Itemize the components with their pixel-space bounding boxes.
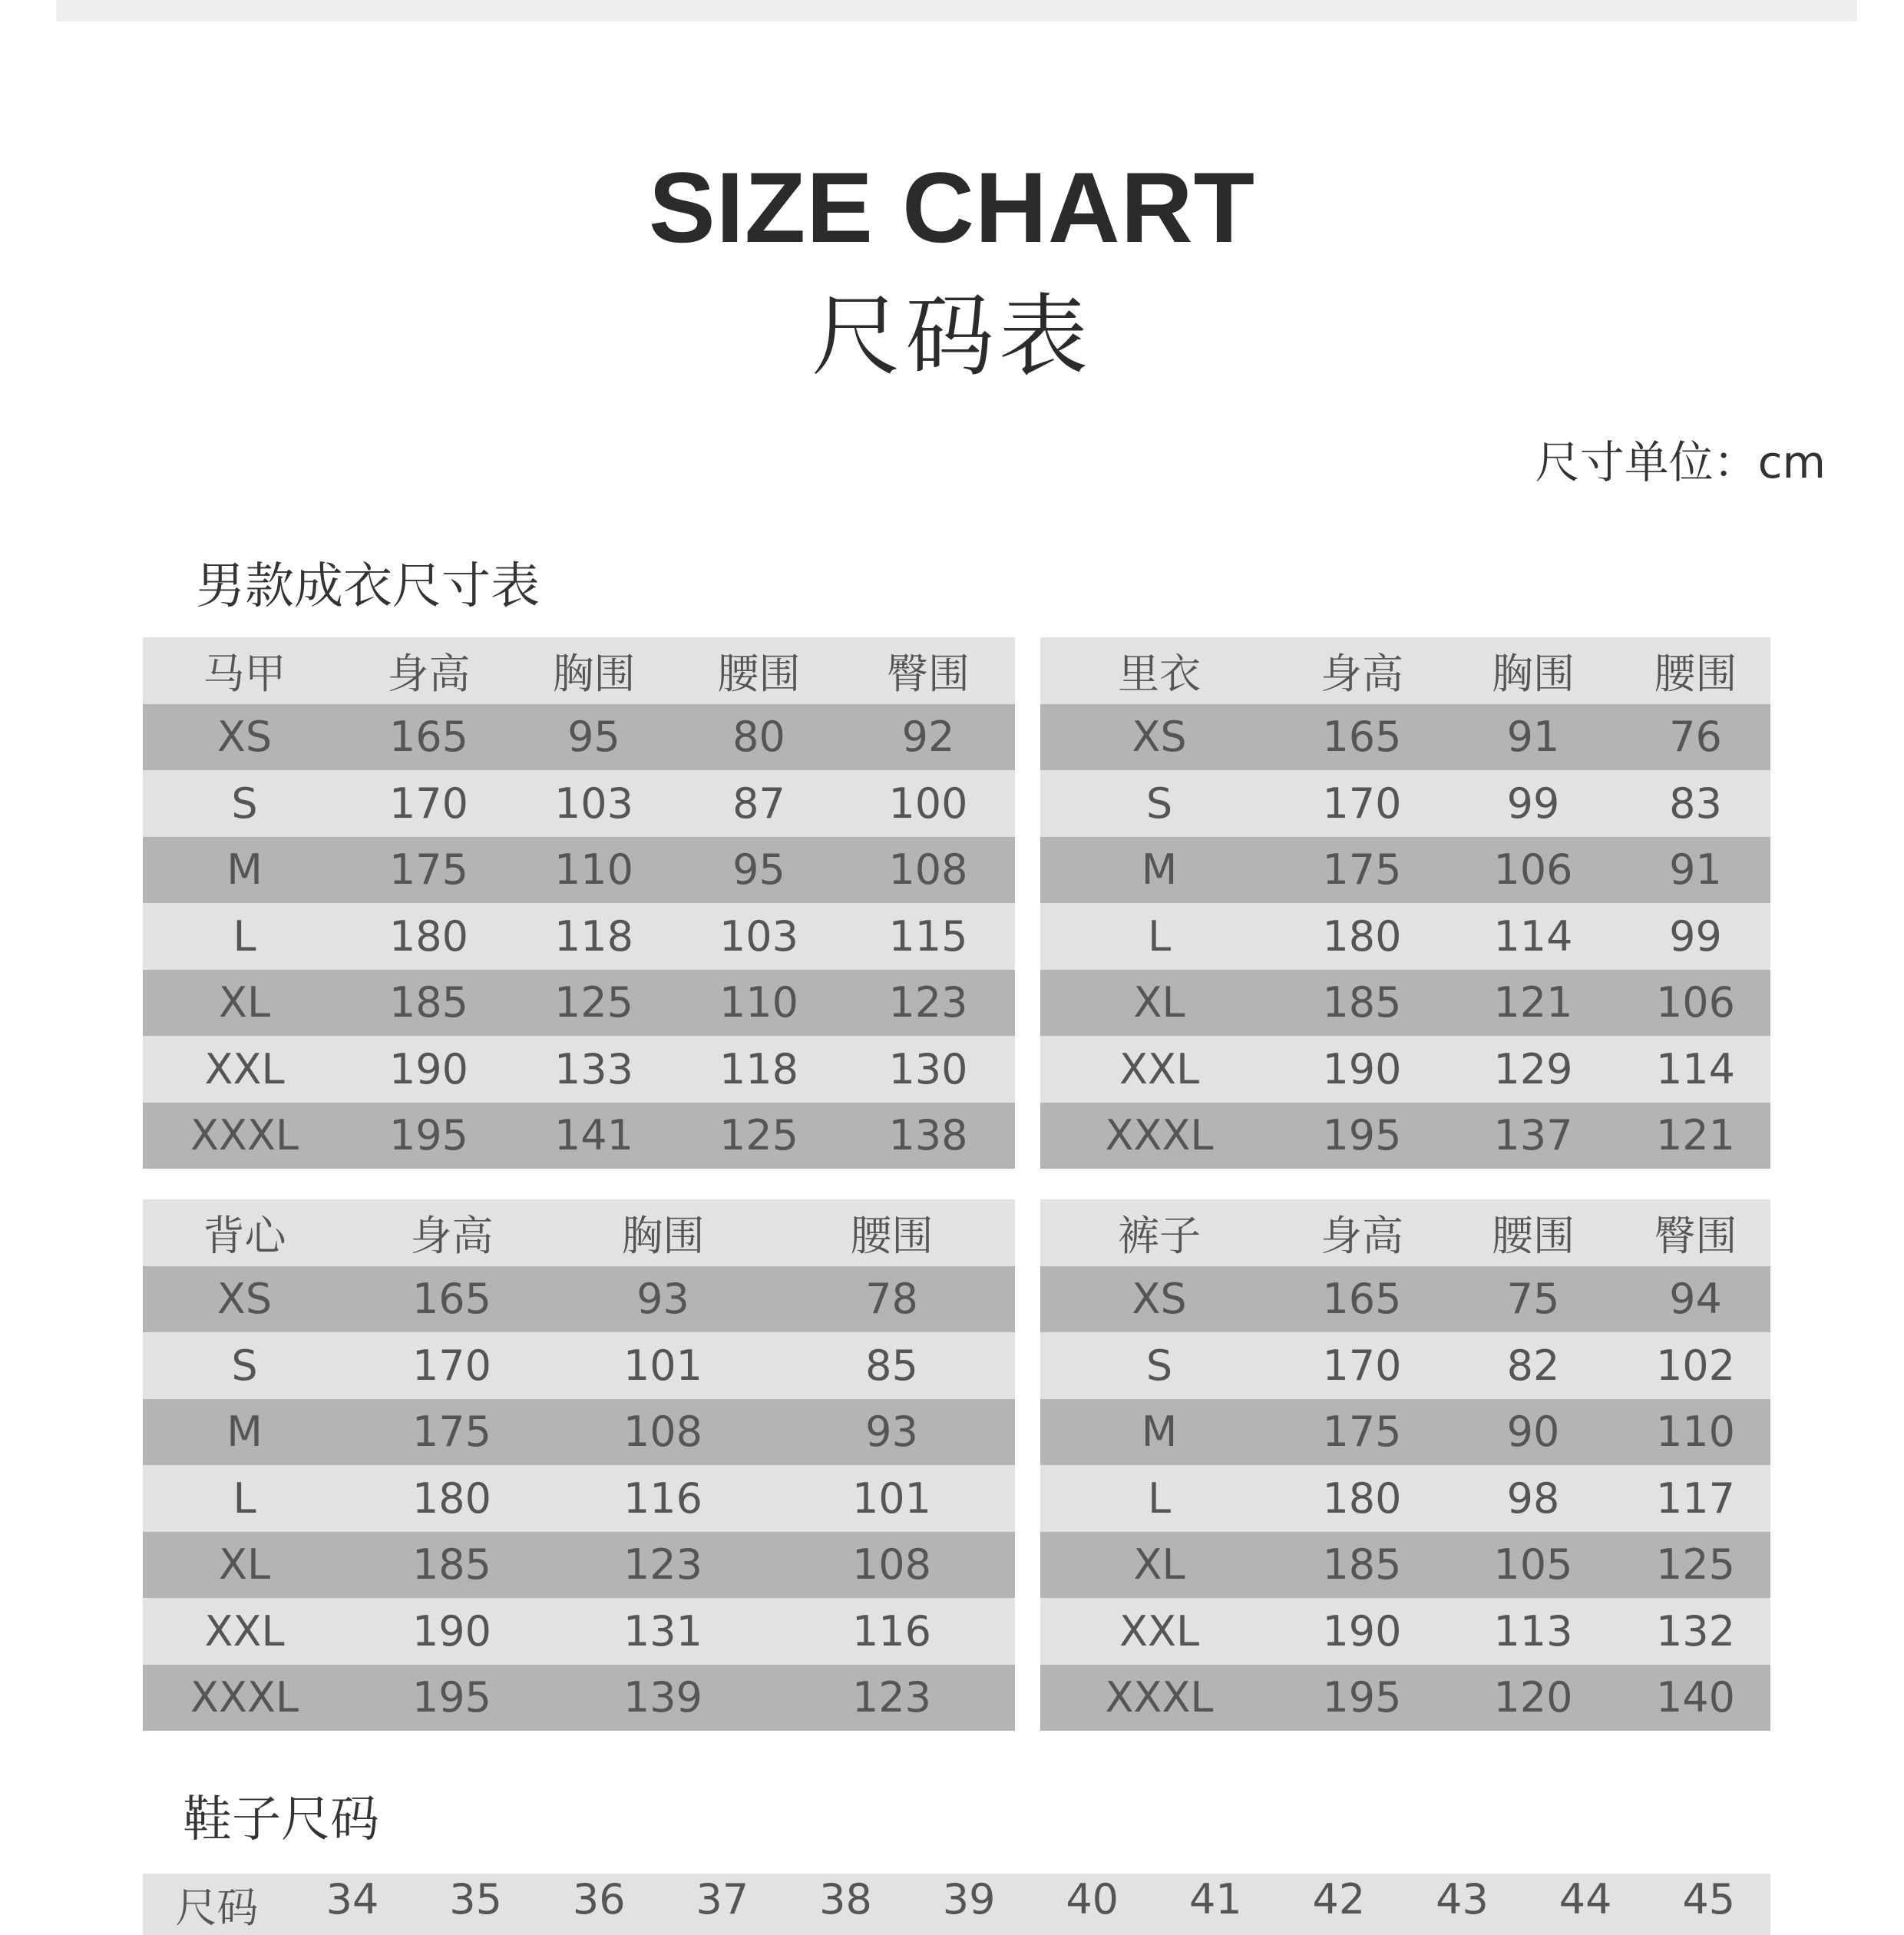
measurement-cell: 165 xyxy=(346,704,511,771)
table-header-cell: 身高 xyxy=(1278,637,1446,704)
measurement-cell: 101 xyxy=(769,1465,1015,1532)
measurement-cell: 180 xyxy=(346,903,511,970)
measurement-cell: 130 xyxy=(841,1036,1015,1103)
page-title-chinese: 尺码表 xyxy=(812,285,1092,389)
size-label-cell: XS xyxy=(143,1266,346,1333)
measurement-cell: 120 xyxy=(1446,1665,1621,1732)
shoe-size-cell: 41 xyxy=(1188,1875,1242,1923)
measurement-cell: 99 xyxy=(1446,770,1621,837)
shoe-size-cell: 36 xyxy=(572,1875,626,1923)
measurement-cell: 121 xyxy=(1446,970,1621,1037)
table-header-cell: 胸围 xyxy=(1446,637,1621,704)
shoe-size-cell: 44 xyxy=(1559,1875,1612,1923)
shoe-size-cell: 37 xyxy=(696,1875,749,1923)
table-header-cell: 腰围 xyxy=(769,1199,1015,1266)
measurement-cell: 106 xyxy=(1446,837,1621,904)
measurement-cell: 94 xyxy=(1621,1266,1770,1333)
measurement-cell: 108 xyxy=(557,1399,769,1466)
shoes-section-title: 鞋子尺码 xyxy=(183,1791,379,1848)
measurement-cell: 93 xyxy=(769,1399,1015,1466)
measurement-cell: 82 xyxy=(1446,1332,1621,1399)
measurement-cell: 132 xyxy=(1621,1598,1770,1665)
table-header-cell: 胸围 xyxy=(557,1199,769,1266)
size-label-cell: S xyxy=(1040,1332,1278,1399)
measurement-cell: 108 xyxy=(769,1532,1015,1599)
size-label-cell: XS xyxy=(1040,1266,1278,1333)
size-label-cell: S xyxy=(143,770,346,837)
measurement-cell: 170 xyxy=(346,770,511,837)
measurement-cell: 140 xyxy=(1621,1665,1770,1732)
measurement-cell: 185 xyxy=(346,1532,557,1599)
size-label-cell: S xyxy=(1040,770,1278,837)
measurement-cell: 141 xyxy=(511,1103,676,1169)
measurement-cell: 92 xyxy=(841,704,1015,771)
clothing-section-title: 男款成衣尺寸表 xyxy=(196,558,540,615)
shoe-size-table xyxy=(143,1874,1770,1935)
measurement-cell: 76 xyxy=(1621,704,1770,771)
measurement-cell: 113 xyxy=(1446,1598,1621,1665)
table-header-cell: 裤子 xyxy=(1040,1199,1278,1266)
pants-size-table xyxy=(1040,1199,1770,1731)
measurement-cell: 105 xyxy=(1446,1532,1621,1599)
table-header-cell: 背心 xyxy=(143,1199,346,1266)
page-title-english: SIZE CHART xyxy=(649,151,1255,263)
measurement-cell: 98 xyxy=(1446,1465,1621,1532)
shoe-size-cell: 38 xyxy=(819,1875,872,1923)
table-header-cell: 里衣 xyxy=(1040,637,1278,704)
measurement-cell: 195 xyxy=(346,1665,557,1732)
size-label-cell: M xyxy=(1040,837,1278,904)
measurement-cell: 133 xyxy=(511,1036,676,1103)
table-header-cell: 身高 xyxy=(346,1199,557,1266)
table-row xyxy=(143,1266,1015,1333)
table-row xyxy=(143,837,1015,904)
measurement-cell: 90 xyxy=(1446,1399,1621,1466)
measurement-cell: 123 xyxy=(841,970,1015,1037)
shoe-size-cell: 45 xyxy=(1682,1875,1736,1923)
measurement-cell: 129 xyxy=(1446,1036,1621,1103)
measurement-cell: 103 xyxy=(676,903,841,970)
table-header-cell: 臀围 xyxy=(841,637,1015,704)
table-row xyxy=(1040,1332,1770,1399)
measurement-cell: 118 xyxy=(511,903,676,970)
table-header-cell: 身高 xyxy=(1278,1199,1446,1266)
measurement-cell: 195 xyxy=(1278,1665,1446,1732)
measurement-cell: 131 xyxy=(557,1598,769,1665)
table-header-cell: 臀围 xyxy=(1621,1199,1770,1266)
measurement-cell: 115 xyxy=(841,903,1015,970)
size-label-cell: XXL xyxy=(1040,1036,1278,1103)
table-row xyxy=(1040,970,1770,1037)
table-row xyxy=(1040,1465,1770,1532)
table-row xyxy=(1040,1399,1770,1466)
measurement-cell: 125 xyxy=(676,1103,841,1169)
size-label-cell: XXL xyxy=(143,1598,346,1665)
table-row xyxy=(1040,1598,1770,1665)
measurement-cell: 165 xyxy=(346,1266,557,1333)
measurement-cell: 101 xyxy=(557,1332,769,1399)
table-row xyxy=(1040,1103,1770,1169)
measurement-cell: 175 xyxy=(346,837,511,904)
table-header-row xyxy=(143,637,1015,704)
measurement-cell: 118 xyxy=(676,1036,841,1103)
measurement-cell: 95 xyxy=(676,837,841,904)
measurement-cell: 180 xyxy=(346,1465,557,1532)
table-header-row xyxy=(1040,1199,1770,1266)
shoe-size-cell: 42 xyxy=(1312,1875,1366,1923)
table-row xyxy=(1040,1665,1770,1732)
measurement-cell: 195 xyxy=(1278,1103,1446,1169)
size-label-cell: L xyxy=(143,903,346,970)
measurement-cell: 185 xyxy=(346,970,511,1037)
measurement-cell: 121 xyxy=(1621,1103,1770,1169)
measurement-cell: 165 xyxy=(1278,704,1446,771)
measurement-cell: 110 xyxy=(676,970,841,1037)
measurement-cell: 116 xyxy=(557,1465,769,1532)
measurement-cell: 114 xyxy=(1621,1036,1770,1103)
measurement-cell: 85 xyxy=(769,1332,1015,1399)
measurement-cell: 165 xyxy=(1278,1266,1446,1333)
measurement-cell: 123 xyxy=(557,1532,769,1599)
table-row xyxy=(1040,837,1770,904)
measurement-cell: 91 xyxy=(1446,704,1621,771)
table-header-row xyxy=(143,1199,1015,1266)
table-header-cell: 腰围 xyxy=(1621,637,1770,704)
measurement-cell: 108 xyxy=(841,837,1015,904)
measurement-cell: 137 xyxy=(1446,1103,1621,1169)
unit-label: 尺寸单位：cm xyxy=(1535,436,1826,488)
tank-top-size-table xyxy=(143,1199,1015,1731)
measurement-cell: 185 xyxy=(1278,970,1446,1037)
measurement-cell: 190 xyxy=(1278,1036,1446,1103)
size-label-cell: XS xyxy=(143,704,346,771)
table-row xyxy=(1040,1532,1770,1599)
table-row xyxy=(143,1399,1015,1466)
measurement-cell: 91 xyxy=(1621,837,1770,904)
measurement-cell: 170 xyxy=(1278,770,1446,837)
table-row xyxy=(1040,1036,1770,1103)
shoe-size-row xyxy=(143,1874,1770,1935)
size-label-cell: XL xyxy=(143,1532,346,1599)
measurement-cell: 100 xyxy=(841,770,1015,837)
measurement-cell: 93 xyxy=(557,1266,769,1333)
table-header-cell: 身高 xyxy=(346,637,511,704)
shoe-size-cell: 43 xyxy=(1436,1875,1489,1923)
measurement-cell: 116 xyxy=(769,1598,1015,1665)
measurement-cell: 180 xyxy=(1278,903,1446,970)
size-label-cell: XXXL xyxy=(1040,1103,1278,1169)
measurement-cell: 87 xyxy=(676,770,841,837)
measurement-cell: 99 xyxy=(1621,903,1770,970)
shoe-size-cell: 35 xyxy=(449,1875,502,1923)
table-row xyxy=(143,1332,1015,1399)
measurement-cell: 123 xyxy=(769,1665,1015,1732)
table-row xyxy=(1040,704,1770,771)
table-header-row xyxy=(1040,637,1770,704)
measurement-cell: 117 xyxy=(1621,1465,1770,1532)
measurement-cell: 175 xyxy=(346,1399,557,1466)
measurement-cell: 170 xyxy=(346,1332,557,1399)
measurement-cell: 83 xyxy=(1621,770,1770,837)
table-row xyxy=(1040,1266,1770,1333)
top-divider-bar xyxy=(56,0,1857,22)
measurement-cell: 78 xyxy=(769,1266,1015,1333)
size-label-cell: S xyxy=(143,1332,346,1399)
size-label-cell: XXL xyxy=(1040,1598,1278,1665)
measurement-cell: 95 xyxy=(511,704,676,771)
table-row xyxy=(143,1598,1015,1665)
size-label-cell: L xyxy=(143,1465,346,1532)
measurement-cell: 175 xyxy=(1278,837,1446,904)
measurement-cell: 110 xyxy=(511,837,676,904)
shoe-size-label: 尺码 xyxy=(175,1884,259,1932)
table-header-cell: 腰围 xyxy=(1446,1199,1621,1266)
table-row xyxy=(143,903,1015,970)
measurement-cell: 190 xyxy=(346,1036,511,1103)
measurement-cell: 75 xyxy=(1446,1266,1621,1333)
table-header-cell: 腰围 xyxy=(676,637,841,704)
size-label-cell: XXXL xyxy=(143,1665,346,1732)
table-header-cell: 马甲 xyxy=(143,637,346,704)
size-label-cell: M xyxy=(143,1399,346,1466)
table-row xyxy=(143,770,1015,837)
table-row xyxy=(1040,770,1770,837)
inner-wear-size-table xyxy=(1040,637,1770,1169)
measurement-cell: 175 xyxy=(1278,1399,1446,1466)
table-row xyxy=(143,1532,1015,1599)
measurement-cell: 180 xyxy=(1278,1465,1446,1532)
table-row xyxy=(143,1103,1015,1169)
size-label-cell: L xyxy=(1040,1465,1278,1532)
measurement-cell: 125 xyxy=(1621,1532,1770,1599)
measurement-cell: 114 xyxy=(1446,903,1621,970)
size-label-cell: XS xyxy=(1040,704,1278,771)
table-header-cell: 胸围 xyxy=(511,637,676,704)
measurement-cell: 190 xyxy=(1278,1598,1446,1665)
size-label-cell: M xyxy=(143,837,346,904)
measurement-cell: 125 xyxy=(511,970,676,1037)
size-label-cell: XXXL xyxy=(1040,1665,1278,1732)
table-row xyxy=(143,1465,1015,1532)
shoe-size-cell: 40 xyxy=(1066,1875,1119,1923)
shoe-size-cell: 39 xyxy=(942,1875,996,1923)
measurement-cell: 102 xyxy=(1621,1332,1770,1399)
table-row xyxy=(143,1036,1015,1103)
measurement-cell: 80 xyxy=(676,704,841,771)
measurement-cell: 139 xyxy=(557,1665,769,1732)
size-label-cell: M xyxy=(1040,1399,1278,1466)
size-label-cell: XL xyxy=(1040,1532,1278,1599)
measurement-cell: 103 xyxy=(511,770,676,837)
measurement-cell: 170 xyxy=(1278,1332,1446,1399)
measurement-cell: 110 xyxy=(1621,1399,1770,1466)
shoe-size-cell: 34 xyxy=(326,1875,379,1923)
measurement-cell: 190 xyxy=(346,1598,557,1665)
table-row xyxy=(143,704,1015,771)
measurement-cell: 195 xyxy=(346,1103,511,1169)
size-label-cell: XXXL xyxy=(143,1103,346,1169)
size-label-cell: XL xyxy=(1040,970,1278,1037)
size-label-cell: XL xyxy=(143,970,346,1037)
table-row xyxy=(143,1665,1015,1732)
table-row xyxy=(1040,903,1770,970)
measurement-cell: 106 xyxy=(1621,970,1770,1037)
table-row xyxy=(143,970,1015,1037)
measurement-cell: 138 xyxy=(841,1103,1015,1169)
size-label-cell: XXL xyxy=(143,1036,346,1103)
measurement-cell: 185 xyxy=(1278,1532,1446,1599)
vest-size-table xyxy=(143,637,1015,1169)
size-label-cell: L xyxy=(1040,903,1278,970)
